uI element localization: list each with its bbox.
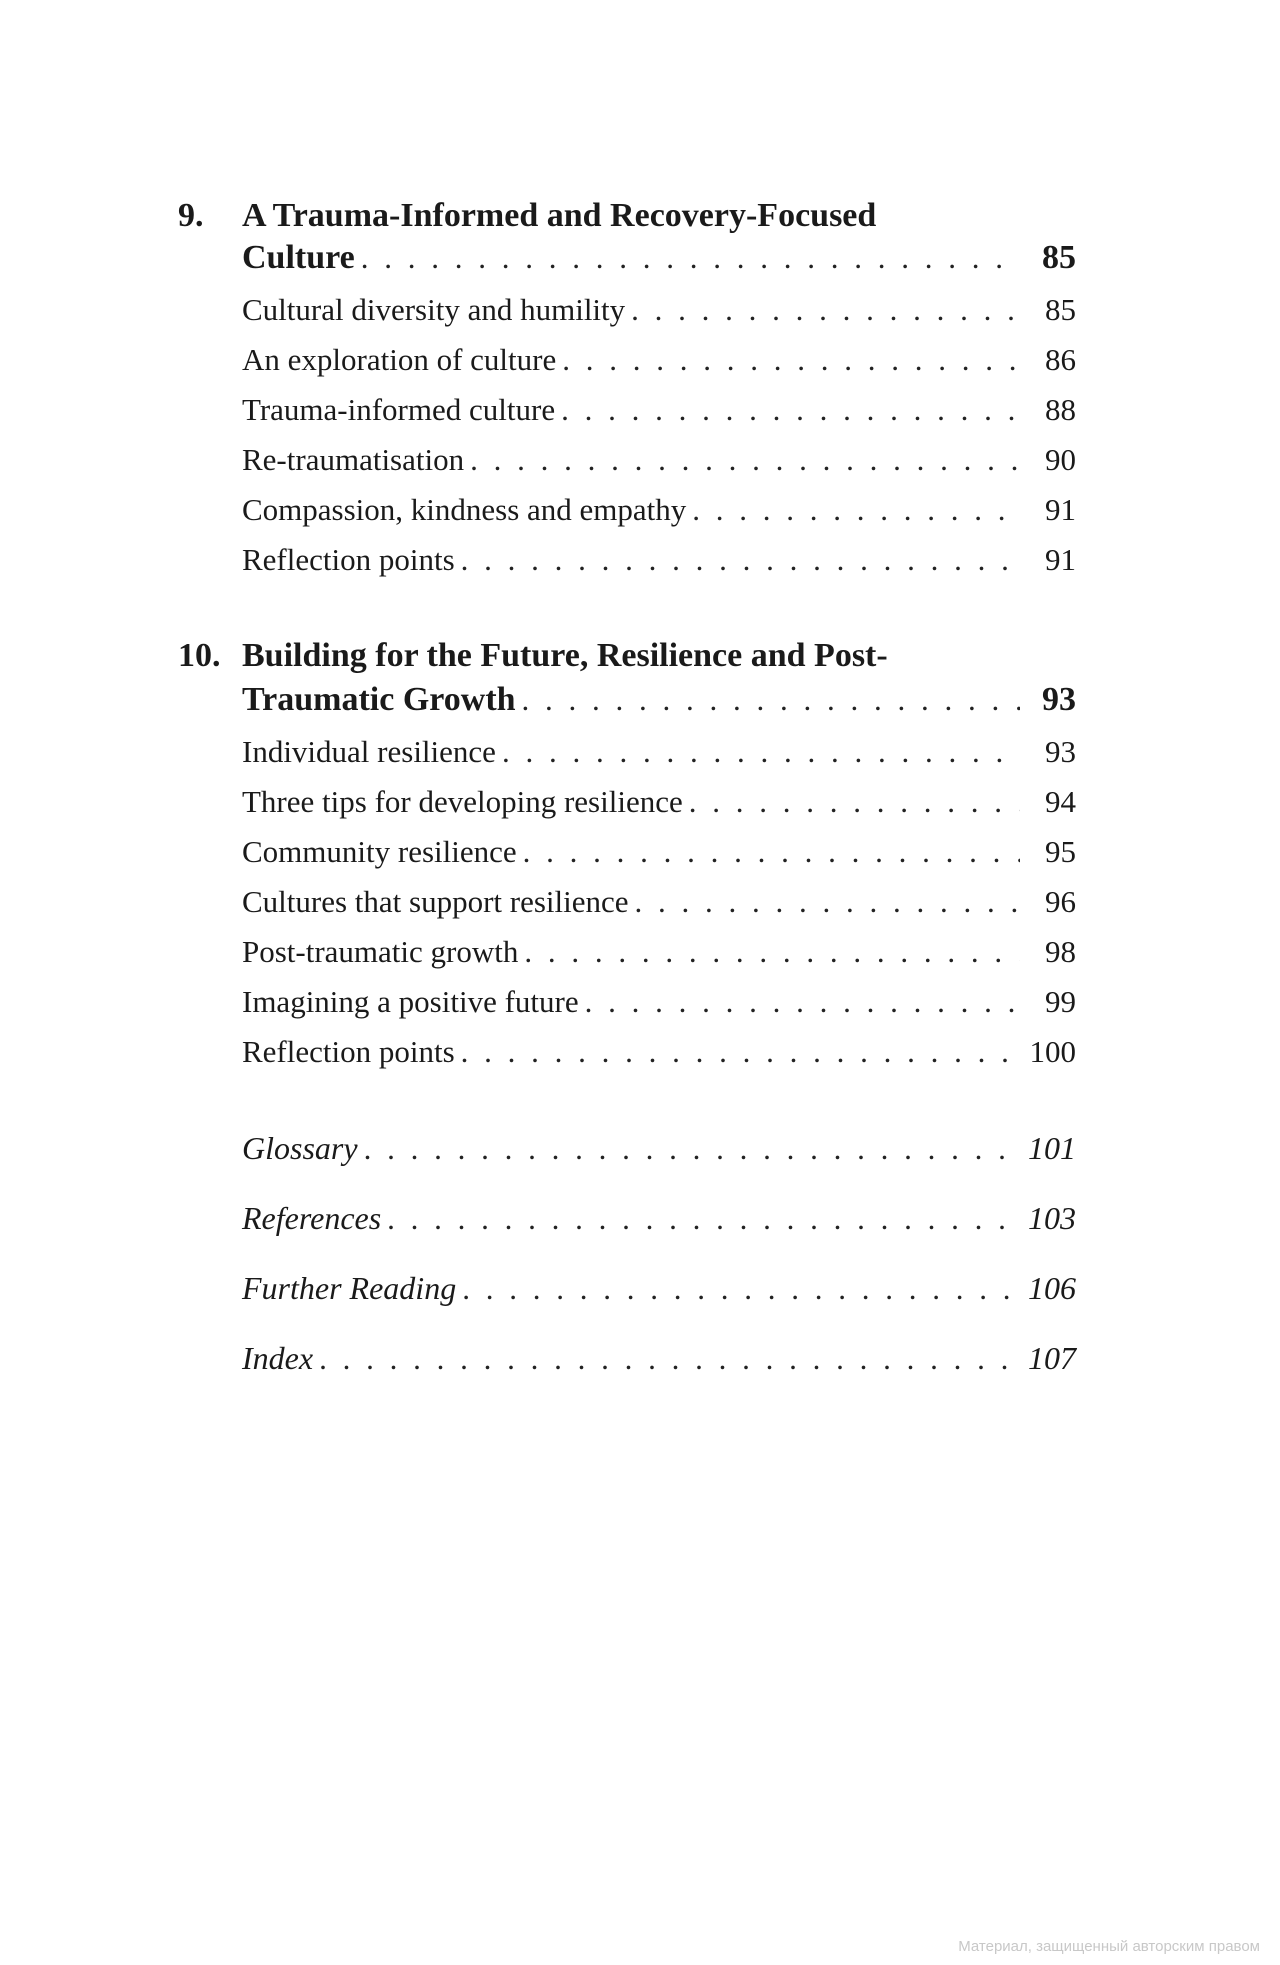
toc-entry[interactable] (242, 932, 1076, 972)
copyright-watermark: Материал, защищенный авторским правом (958, 1938, 1260, 1955)
entry-label: References (242, 1200, 382, 1236)
dot-leader (462, 1269, 1014, 1309)
page-number: 93 (1045, 734, 1076, 769)
dot-leader (585, 982, 1020, 1022)
dot-leader (470, 440, 1020, 480)
dot-leader (692, 490, 1020, 530)
entry-label: Post-traumatic growth (242, 934, 519, 969)
entry-label: Re-traumatisation (242, 442, 465, 477)
toc-entry[interactable] (242, 290, 1076, 330)
dot-leader (562, 340, 1020, 380)
dot-leader (387, 1199, 1014, 1239)
page-number: 95 (1045, 834, 1076, 869)
entry-label: Cultural diversity and humility (242, 292, 626, 327)
chapter-number: 10. (178, 637, 221, 674)
page-number: 107 (1028, 1340, 1076, 1376)
page-number: 93 (1042, 681, 1076, 718)
entry-label: Compassion, kindness and empathy (242, 492, 687, 527)
page-number: 91 (1045, 542, 1076, 577)
toc-entry[interactable] (242, 390, 1076, 430)
dot-leader (689, 782, 1020, 822)
chapter-entry[interactable] (242, 238, 1076, 278)
entry-label: Index (242, 1340, 314, 1376)
entry-label: An exploration of culture (242, 342, 557, 377)
dot-leader (522, 680, 1020, 720)
chapter-number: 9. (178, 197, 204, 234)
dot-leader (635, 882, 1020, 922)
page-number: 106 (1028, 1270, 1076, 1306)
page-number: 85 (1045, 292, 1076, 327)
entry-label: Individual resilience (242, 734, 496, 769)
chapter-title-line2: Traumatic Growth (242, 681, 516, 718)
page-number: 90 (1045, 442, 1076, 477)
back-matter-entry[interactable] (242, 1128, 1076, 1169)
entry-label: Reflection points (242, 1034, 455, 1069)
page-number: 100 (1029, 1034, 1076, 1069)
chapter-entry[interactable] (242, 680, 1076, 720)
entry-label: Imagining a positive future (242, 984, 579, 1019)
chapter-title-line1: Building for the Future, Resilience and Post- (242, 637, 888, 674)
entry-label: Further Reading (242, 1270, 457, 1306)
entry-label: Trauma-informed culture (242, 392, 556, 427)
entry-label: Three tips for developing resilience (242, 784, 683, 819)
entry-label: Community resilience (242, 834, 517, 869)
page-number: 98 (1045, 934, 1076, 969)
toc-entry[interactable] (242, 1032, 1076, 1072)
entry-label: Glossary (242, 1130, 358, 1166)
page-number: 94 (1045, 784, 1076, 819)
dot-leader (361, 238, 1020, 278)
back-matter-entry[interactable] (242, 1198, 1076, 1239)
toc-entry[interactable] (242, 732, 1076, 772)
toc-entry[interactable] (242, 782, 1076, 822)
page-number: 99 (1045, 984, 1076, 1019)
toc-entry[interactable] (242, 982, 1076, 1022)
dot-leader (461, 1032, 1016, 1072)
back-matter-entry[interactable] (242, 1338, 1076, 1379)
toc-entry[interactable] (242, 540, 1076, 580)
page-number: 101 (1028, 1130, 1076, 1166)
dot-leader (461, 540, 1020, 580)
dot-leader (523, 832, 1020, 872)
entry-label: Reflection points (242, 542, 455, 577)
entry-label: Cultures that support resilience (242, 884, 629, 919)
toc-entry[interactable] (242, 340, 1076, 380)
toc-entry[interactable] (242, 882, 1076, 922)
page-number: 91 (1045, 492, 1076, 527)
page-number: 103 (1028, 1200, 1076, 1236)
page-number: 86 (1045, 342, 1076, 377)
back-matter-entry[interactable] (242, 1268, 1076, 1309)
page-number: 96 (1045, 884, 1076, 919)
dot-leader (524, 932, 1020, 972)
dot-leader (502, 732, 1020, 772)
chapter-title-line1: A Trauma-Informed and Recovery-Focused (242, 197, 877, 234)
toc-entry[interactable] (242, 832, 1076, 872)
chapter-title-line2: Culture (242, 239, 355, 276)
dot-leader (631, 290, 1020, 330)
page-number: 85 (1042, 239, 1076, 276)
dot-leader (319, 1339, 1014, 1379)
toc-entry[interactable] (242, 440, 1076, 480)
dot-leader (364, 1129, 1014, 1169)
page-number: 88 (1045, 392, 1076, 427)
dot-leader (561, 390, 1020, 430)
toc-entry[interactable] (242, 490, 1076, 530)
